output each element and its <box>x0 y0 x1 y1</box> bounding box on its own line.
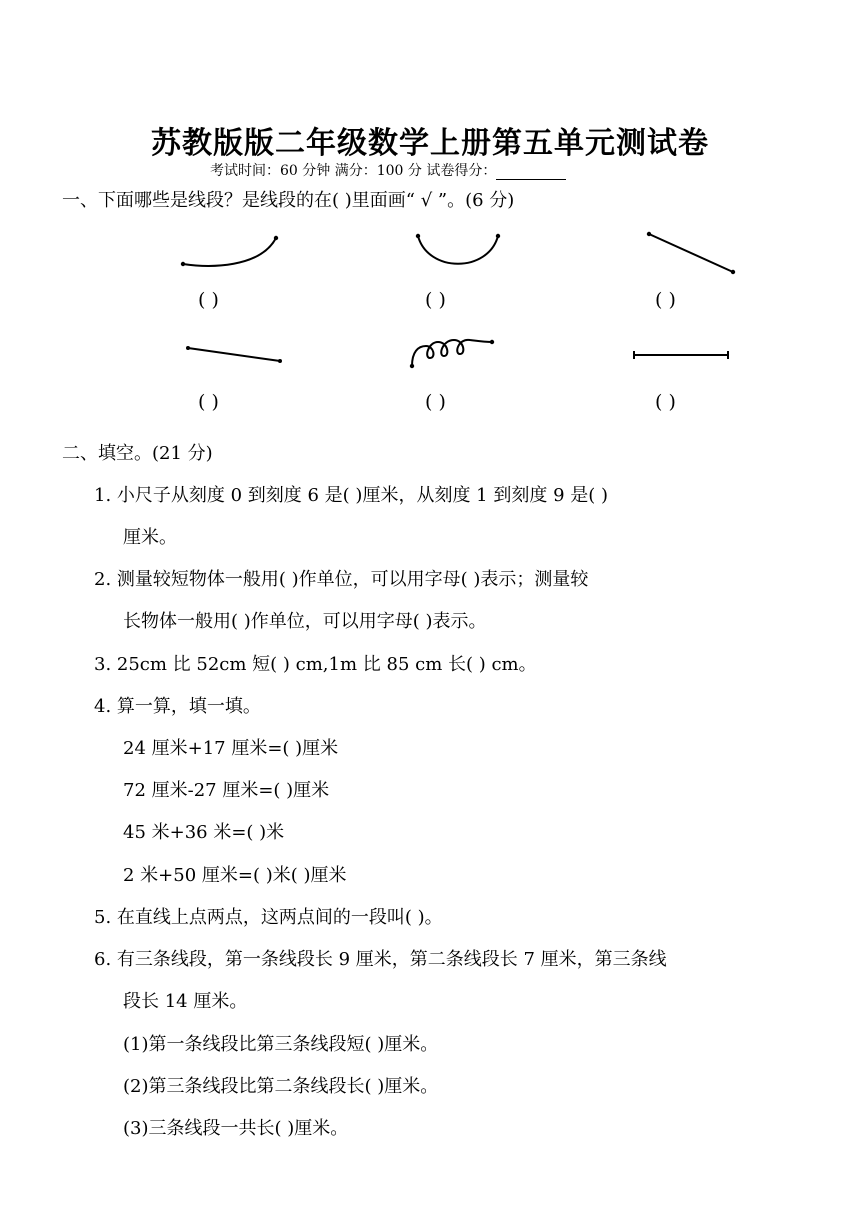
q6-c: (3)三条线段一共长( )厘米。 <box>123 1118 349 1139</box>
answer-box-1[interactable]: ( ) <box>198 289 219 311</box>
answer-box-2[interactable]: ( ) <box>425 289 446 311</box>
q4: 4. 算一算，填一填。 <box>94 696 261 717</box>
figure-loops <box>404 334 500 374</box>
score-blank[interactable] <box>496 165 566 180</box>
q2-line2: 长物体一般用( )作单位，可以用字母( )表示。 <box>123 611 487 632</box>
q1-line1: 1. 小尺子从刻度 0 到刻度 6 是( )厘米，从刻度 1 到刻度 9 是( ) <box>94 485 609 506</box>
answer-box-4[interactable]: ( ) <box>198 391 219 413</box>
q4-b: 72 厘米-27 厘米=( )厘米 <box>123 780 330 801</box>
answer-box-3[interactable]: ( ) <box>655 289 676 311</box>
section1-heading: 一、下面哪些是线段？是线段的在( )里面画“ √ ”。(6 分) <box>62 190 515 211</box>
answer-box-6[interactable]: ( ) <box>655 391 676 413</box>
answer-box-5[interactable]: ( ) <box>425 391 446 413</box>
q6-b: (2)第三条线段比第二条线段长( )厘米。 <box>123 1076 439 1097</box>
q5: 5. 在直线上点两点，这两点间的一段叫( )。 <box>94 907 443 928</box>
q1-line2: 厘米。 <box>123 527 177 548</box>
q4-c: 45 米+36 米=( )米 <box>123 822 285 843</box>
q6-a: (1)第一条线段比第三条线段短( )厘米。 <box>123 1034 439 1055</box>
figure-segment-diagonal <box>640 226 744 278</box>
figure-arc <box>408 228 508 278</box>
q6-line1: 6. 有三条线段，第一条线段长 9 厘米，第二条线段长 7 厘米，第三条线 <box>94 949 667 970</box>
exam-info-text: 考试时间：60 分钟 满分：100 分 试卷得分： <box>210 163 497 179</box>
page-title: 苏教版版二年级数学上册第五单元测试卷 <box>151 126 709 161</box>
q2-line1: 2. 测量较短物体一般用( )作单位，可以用字母( )表示；测量较 <box>94 569 589 590</box>
exam-info <box>210 160 566 180</box>
q4-a: 24 厘米+17 厘米=( )厘米 <box>123 738 339 759</box>
q6-line2: 段长 14 厘米。 <box>123 991 248 1012</box>
q3: 3. 25cm 比 52cm 短( ) cm,1m 比 85 cm 长( ) cm。 <box>94 654 537 675</box>
figure-segment-horizontal <box>628 344 736 364</box>
figure-segment-slanted <box>180 338 290 368</box>
section2-heading: 二、填空。(21 分) <box>62 443 213 464</box>
q4-d: 2 米+50 厘米=( )米( )厘米 <box>123 865 347 886</box>
figure-curve-endpoints <box>170 228 290 278</box>
